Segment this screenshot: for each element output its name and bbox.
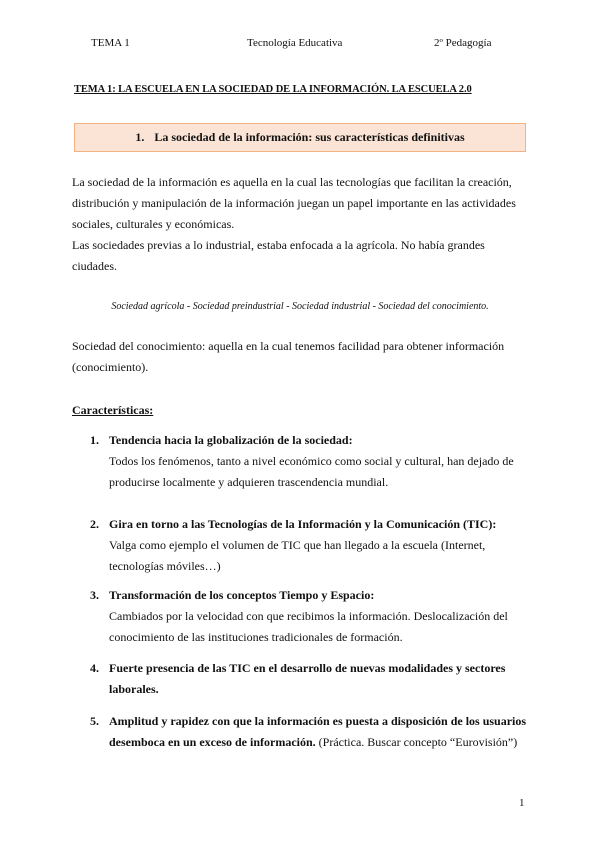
society-evolution-line: Sociedad agrícola - Sociedad preindustrial - Sociedad industrial - Sociedad del conocimiento. [111,301,489,312]
header-left: TEMA 1 [91,37,130,49]
document-title: TEMA 1: LA ESCUELA EN LA SOCIEDAD DE LA INFORMACIÓN. LA ESCUELA 2.0 [74,84,472,95]
list-item-number: 1. [90,433,99,447]
list-item-title: Tendencia hacia la globalización de la sociedad: [109,433,353,447]
list-item-text: Cambiados por la velocidad con que recibimos la información. Deslocalización del conocimiento de las instituciones tradicionales de formación. [109,609,508,644]
list-item-text: (Práctica. Buscar concepto “Eurovisión”) [318,735,518,749]
list-item [90,430,530,493]
intro-paragraph-2: Las sociedades previas a lo industrial, estaba enfocada a la agrícola. No había grandes ciudades. [72,238,485,273]
knowledge-society-paragraph: Sociedad del conocimiento: aquella en la cual tenemos facilidad para obtener información (conocimiento). [72,339,505,374]
header-right: 2º Pedagogía [434,37,492,49]
characteristics-heading: Características: [72,403,154,417]
list-item-number: 4. [90,661,99,675]
list-item-title: Fuerte presencia de las TIC en el desarrollo de nuevas modalidades y sectores laborales. [109,661,506,696]
section-title: La sociedad de la información: sus características definitivas [154,130,465,144]
list-item-title: Gira en torno a las Tecnologías de la Información y la Comunicación (TIC): [109,517,497,531]
page-number: 1 [519,797,525,809]
list-item-text: Valga como ejemplo el volumen de TIC que han llegado a la escuela (Internet, tecnologías móviles…) [109,538,486,573]
list-item [90,658,530,700]
list-item-number: 3. [90,588,99,602]
list-item-text: Todos los fenómenos, tanto a nivel económico como social y cultural, han dejado de producirse localmente y adquieren trascendencia mundial. [109,454,514,489]
list-item [90,711,530,753]
list-item-title: Transformación de los conceptos Tiempo y Espacio: [109,588,375,602]
intro-paragraph-1: La sociedad de la información es aquella en la cual las tecnologías que facilitan la creación, distribución y manipulación de la información juegan un papel importante en las actividades sociales, culturales y económicas. [72,175,516,231]
list-item [90,514,530,577]
list-item-number: 5. [90,714,99,728]
header-center: Tecnología Educativa [247,37,343,49]
list-item [90,585,530,648]
section-number: 1. [135,130,145,144]
list-item-number: 2. [90,517,99,531]
section-heading-box [74,123,526,152]
list-item-title: Amplitud y rapidez con que la información es puesta a disposición de los usuarios desemboca en un exceso de información. [109,714,527,749]
